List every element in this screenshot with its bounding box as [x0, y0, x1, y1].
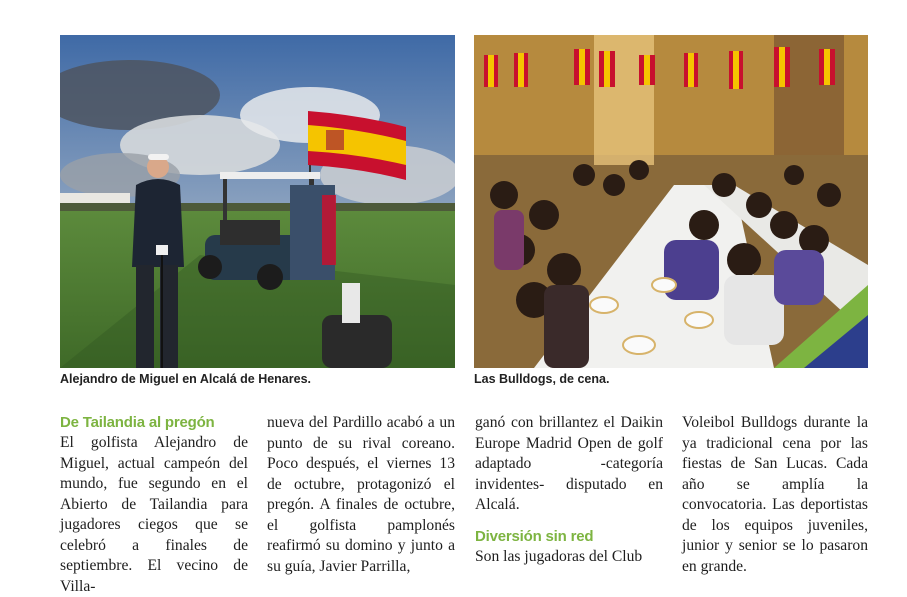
paragraph-tailandia-2: nueva del Pardillo acabó a un punto de su rival coreano. Poco después, el viernes 13 de octubre, protagonizó el pregón. A finales de octubre, el golfista pamplonés reafirmó su domino y junto a su guía, Javier Parrilla, [267, 414, 455, 575]
paragraph-tailandia-3: ganó con brillantez el Daikin Europe Madrid Open de golf adaptado -categoría invidentes- disputado en Alcalá. [475, 414, 663, 513]
article-column-4 [682, 413, 868, 577]
section-heading-diversion: Diversión sin red [475, 527, 594, 545]
article-column-3 [475, 413, 663, 567]
section-heading-tailandia: De Tailandia al pregón [60, 414, 215, 431]
article-column-1 [60, 413, 248, 597]
paragraph-tailandia-1: El golfista Alejandro de Miguel, actual campeón del mundo, fue segundo en el Abierto de Tailandia para jugadores ciegos que se celebró a finales de septiembre. El vecino de Villa- [60, 434, 248, 595]
article-column-2 [267, 413, 455, 577]
team-dinner-photo [474, 35, 868, 368]
paragraph-diversion-1: Son las jugadoras del Club [475, 547, 643, 565]
golfer-photo [60, 35, 455, 368]
photo-caption-golfer: Alejandro de Miguel en Alcalá de Henares. [60, 372, 312, 386]
photo-caption-dinner: Las Bulldogs, de cena. [474, 372, 610, 386]
paragraph-diversion-2: Voleibol Bulldogs durante la ya tradicional cena por las fiestas de San Lucas. Cada año se amplía la convocatoria. Las deportistas de los equipos juveniles, junior y senior se lo pasaron en grande. [682, 414, 868, 575]
